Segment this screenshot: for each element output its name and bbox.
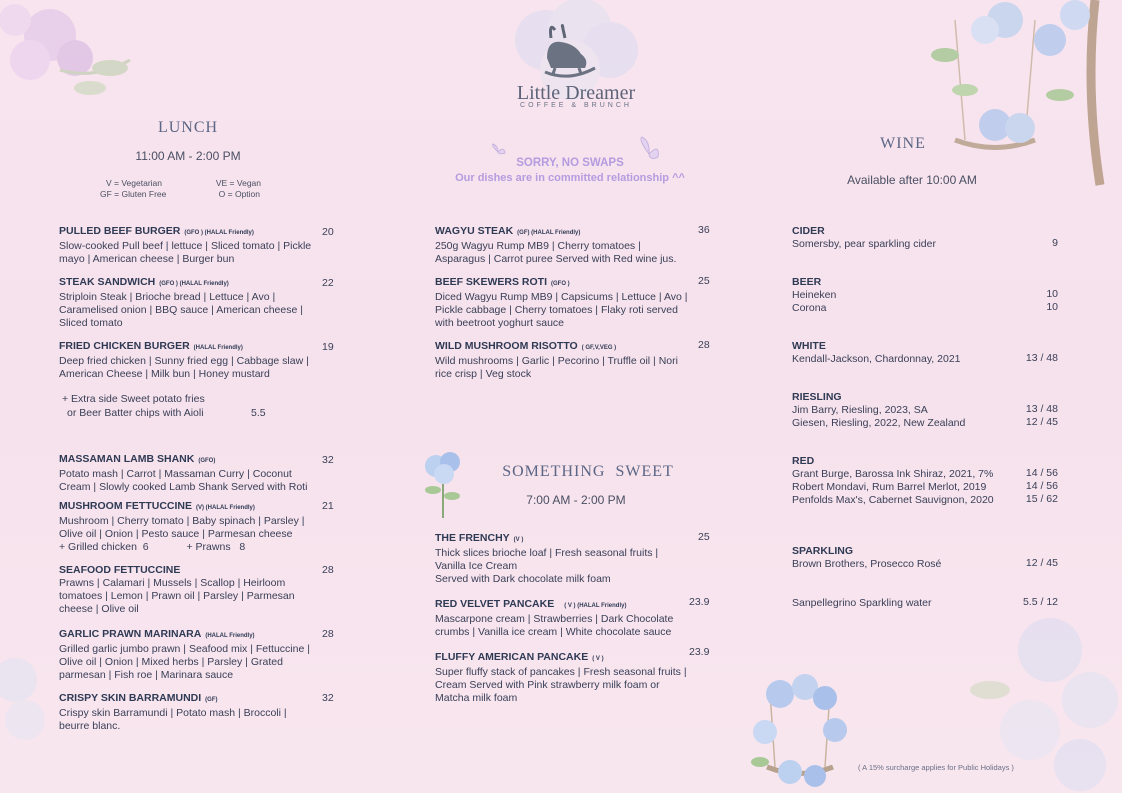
legend-vegetarian: V = Vegetarian: [106, 178, 163, 188]
extra-line: + Extra side Sweet potato fries: [62, 393, 205, 405]
item-desc-line: Deep fried chicken | Sunny fried egg | Cabbage slaw |: [59, 355, 309, 367]
menu-item: [435, 340, 700, 381]
wine-group-heading: WHITE: [792, 340, 826, 352]
item-desc-line: Wild mushrooms | Garlic | Pecorino | Truffle oil | Nori: [435, 355, 678, 367]
floral-swing-bottom-icon: [745, 672, 855, 793]
menu-item: [59, 276, 321, 330]
menu-item: [59, 500, 321, 554]
sweet-title: SOMETHING SWEET: [502, 463, 674, 480]
item-desc-line: Olive oil | Onion | Mixed herbs | Parsley | Grated: [59, 656, 283, 668]
wine-name: Grant Burge, Barossa Ink Shiraz, 2021, 7%: [792, 468, 994, 480]
item-price: 28: [698, 339, 710, 351]
wine-title: WINE: [880, 135, 926, 152]
item-price: 23.9: [689, 596, 710, 608]
item-name: CRISPY SKIN BARRAMUNDI: [59, 692, 202, 704]
item-tag: ( V ) (HALAL Friendly): [564, 603, 627, 609]
item-price: 25: [698, 531, 710, 543]
item-tag: (V) (HALAL Friendly): [196, 505, 255, 511]
wine-name: Corona: [792, 302, 827, 314]
item-tag: (GFO ) (HALAL Friendly): [159, 281, 229, 287]
menu-item: [59, 692, 321, 733]
item-desc-line: rice crisp | Veg stock: [435, 368, 532, 380]
wine-name: Giesen, Riesling, 2022, New Zealand: [792, 417, 966, 429]
menu-item: [59, 340, 321, 381]
item-desc-line: parmesan | Fish roe | Marinara sauce: [59, 669, 234, 681]
menu-item: [59, 628, 321, 682]
item-name: PULLED BEEF BURGER: [59, 225, 181, 237]
surcharge-note: ( A 15% surcharge applies for Public Holidays ): [858, 763, 1014, 772]
item-desc-line: Potato mash | Carrot | Massaman Curry | Coconut: [59, 468, 292, 480]
wine-name: Robert Mondavi, Rum Barrel Merlot, 2019: [792, 481, 987, 493]
item-desc-line: crumbs | Vanilla ice cream | White chocolate sauce: [435, 626, 672, 638]
wine-group-heading: SPARKLING: [792, 545, 854, 557]
item-desc-line: Caramelised onion | BBQ sauce | American cheese |: [59, 304, 303, 316]
item-tag: (GFO): [198, 458, 216, 464]
no-swaps-notice: SORRY, NO SWAPS: [516, 157, 624, 169]
wine-availability: Available after 10:00 AM: [847, 173, 977, 187]
wine-group-heading: BEER: [792, 276, 822, 288]
item-name: BEEF SKEWERS ROTI: [435, 276, 548, 288]
extra-line: or Beer Batter chips with Aioli: [67, 407, 204, 419]
item-desc-line: Super fluffy stack of pancakes | Fresh seasonal fruits |: [435, 666, 687, 678]
item-desc-line: Served with Dark chocolate milk foam: [435, 573, 611, 585]
wine-name: Somersby, pear sparkling cider: [792, 238, 936, 250]
item-desc-line: Thick slices brioche loaf | Fresh seasonal fruits |: [435, 547, 659, 559]
menu-item: [59, 225, 321, 266]
item-tag: (GF): [205, 697, 218, 703]
item-desc-line: Cream Served with Pink strawberry milk foam or: [435, 679, 660, 691]
wine-price: 9: [1052, 237, 1058, 249]
diet-legend: [100, 178, 270, 200]
item-name: FRIED CHICKEN BURGER: [59, 340, 190, 352]
item-name: MASSAMAN LAMB SHANK: [59, 453, 195, 465]
item-tag: ( V ): [592, 656, 604, 662]
item-tag: (HALAL Friendly): [193, 345, 243, 351]
hydrangea-left-faded-icon: [0, 640, 60, 760]
floral-swing-top-right-icon: [925, 0, 1122, 190]
item-name: WILD MUSHROOM RISOTTO: [435, 340, 578, 352]
item-tag: (GF) (HALAL Friendly): [517, 230, 581, 236]
item-price: 23.9: [689, 646, 710, 658]
brand-tagline: COFFEE & BRUNCH: [520, 102, 632, 109]
item-desc-line: Mushroom | Cherry tomato | Baby spinach | Parsley |: [59, 515, 305, 527]
menu-item: [435, 532, 700, 586]
rocking-bunny-icon: [541, 24, 599, 84]
item-desc-line: Striploin Steak | Brioche bread | Lettuce | Avo |: [59, 291, 276, 303]
item-price: 32: [322, 454, 334, 466]
menu-item: [59, 453, 321, 494]
wine-name: Sanpellegrino Sparkling water: [792, 597, 932, 609]
wine-price: 12 / 45: [1025, 557, 1058, 569]
hydrangea-bouquet-icon: [418, 448, 468, 520]
item-desc-line: Grilled garlic jumbo prawn | Seafood mix | Fettuccine |: [59, 643, 310, 655]
wine-group-heading: CIDER: [792, 225, 825, 237]
item-desc-line: Crispy skin Barramundi | Potato mash | Broccoli |: [59, 707, 287, 719]
item-name: FLUFFY AMERICAN PANCAKE: [435, 651, 589, 663]
wine-group-heading: RED: [792, 455, 815, 467]
item-price: 19: [322, 341, 334, 353]
item-desc-line: Diced Wagyu Rump MB9 | Capsicums | Lettuce | Avo |: [435, 291, 688, 303]
wine-group-heading: RIESLING: [792, 391, 842, 403]
item-price: 36: [698, 224, 710, 236]
menu-item: [435, 651, 700, 705]
item-price: 25: [698, 275, 710, 287]
item-desc-line: Cream | Slowly cooked Lamb Shank Served with Roti: [59, 481, 308, 493]
relationship-notice: Our dishes are in committed relationship ^^: [455, 172, 685, 184]
item-name: GARLIC PRAWN MARINARA: [59, 628, 202, 640]
item-desc-line: with beetroot yoghurt sauce: [435, 317, 564, 329]
item-desc-line: + Grilled chicken 6 + Prawns 8: [59, 541, 246, 553]
wine-price: 13 / 48: [1025, 352, 1058, 364]
item-desc-line: cheese | Olive oil: [59, 603, 139, 615]
item-name: RED VELVET PANCAKE: [435, 598, 555, 610]
sweet-hours: 7:00 AM - 2:00 PM: [526, 493, 626, 507]
item-desc-line: American Cheese | Milk bun | Honey mustard: [59, 368, 270, 380]
legend-vegan: VE = Vegan: [215, 178, 261, 188]
wine-name: Brown Brothers, Prosecco Rosé: [792, 558, 942, 570]
wine-price: 14 / 56: [1025, 467, 1058, 479]
legend-option: O = Option: [218, 189, 260, 199]
wine-price: 13 / 48: [1025, 403, 1058, 415]
item-desc-line: Mascarpone cream | Strawberries | Dark Chocolate: [435, 613, 674, 625]
menu-item: [435, 225, 700, 266]
wine-name: Jim Barry, Riesling, 2023, SA: [792, 404, 928, 416]
item-name: STEAK SANDWICH: [59, 276, 156, 288]
item-name: MUSHROOM FETTUCCINE: [59, 500, 192, 512]
wine-price: 10: [1046, 288, 1058, 300]
item-price: 21: [322, 500, 334, 512]
hydrangea-corner-top-left-icon: [0, 0, 150, 120]
item-tag: (V ): [513, 537, 524, 543]
item-desc-line: Vanilla Ice Cream: [435, 560, 518, 572]
wine-price: 15 / 62: [1025, 493, 1058, 505]
wine-price: 12 / 45: [1025, 416, 1058, 428]
item-price: 28: [322, 564, 334, 576]
brand-name: Little Dreamer: [516, 82, 636, 104]
item-name: SEAFOOD FETTUCCINE: [59, 564, 181, 576]
item-desc-line: 250g Wagyu Rump MB9 | Cherry tomatoes |: [435, 240, 641, 252]
item-desc-line: Pickle cabbage | Cherry tomatoes | Flaky roti served: [435, 304, 678, 316]
item-desc-line: Matcha milk foam: [435, 692, 518, 704]
wine-name: Heineken: [792, 289, 837, 301]
item-price: 20: [322, 226, 334, 238]
item-price: 32: [322, 692, 334, 704]
legend-gluten-free: GF = Gluten Free: [100, 189, 167, 199]
wine-name: Penfolds Max's, Cabernet Sauvignon, 2020: [792, 494, 994, 506]
extra-price: 5.5: [251, 407, 266, 419]
item-price: 22: [322, 277, 334, 289]
menu-item: [435, 276, 700, 330]
lunch-title: LUNCH: [157, 119, 219, 136]
item-tag: ( GF,V,VEG ): [581, 345, 617, 351]
item-desc-line: Sliced tomato: [59, 317, 123, 329]
item-desc-line: Asparagus | Carrot puree Served with Red wine jus.: [435, 253, 677, 265]
menu-item: [435, 598, 700, 639]
item-desc-line: Olive oil | Onion | Pesto sauce | Parmesan cheese: [59, 528, 293, 540]
item-desc-line: beurre blanc.: [59, 720, 121, 732]
menu-item: [59, 564, 321, 616]
extra-side: [62, 393, 302, 420]
item-tag: (GFO ) (HALAL Friendly): [184, 230, 254, 236]
item-desc-line: Prawns | Calamari | Mussels | Scallop | Heirloom: [59, 577, 286, 589]
wine-name: Kendall-Jackson, Chardonnay, 2021: [792, 353, 961, 365]
item-desc-line: Slow-cooked Pull beef | lettuce | Sliced tomato | Pickle: [59, 240, 312, 252]
item-tag: (GFO ): [551, 281, 570, 287]
lunch-hours: 11:00 AM - 2:00 PM: [135, 149, 241, 163]
item-name: WAGYU STEAK: [435, 225, 514, 237]
item-name: THE FRENCHY: [435, 532, 510, 544]
wine-price: 10: [1046, 301, 1058, 313]
wine-price: 14 / 56: [1025, 480, 1058, 492]
item-desc-line: mayo | American cheese | Burger bun: [59, 253, 235, 265]
item-desc-line: tomatoes | Lemon | Prawn oil | Parsley | Parmesan: [59, 590, 295, 602]
wine-price: 5.5 / 12: [1022, 596, 1058, 608]
item-price: 28: [322, 628, 334, 640]
item-tag: (HALAL Friendly): [205, 633, 255, 639]
